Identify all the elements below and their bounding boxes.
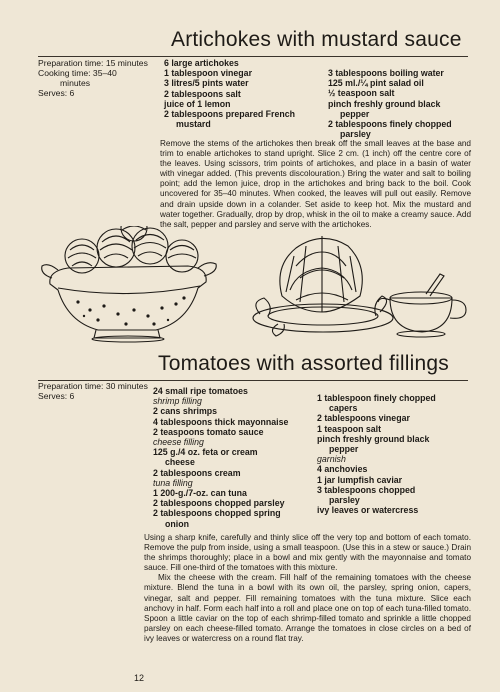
ingredient-line: pinch freshly ground black — [328, 98, 441, 109]
ingredient-line: juice of 1 lemon — [164, 98, 231, 109]
section-heading: shrimp filling — [153, 396, 202, 407]
section-heading: garnish — [317, 454, 346, 465]
ingredient-line: 2 tablespoons vinegar — [317, 413, 410, 424]
ingredient-line: 2 tablespoons finely chopped — [328, 119, 452, 130]
recipe-title-tomatoes: Tomatoes with assorted fillings — [158, 352, 449, 375]
ingredient-line: 2 tablespoons cream — [153, 467, 241, 478]
ingredient-line: 2 tablespoons chopped parsley — [153, 498, 285, 509]
method-text — [160, 139, 471, 230]
ingredient-line: parsley — [340, 129, 371, 140]
serves: Serves: 6 — [38, 391, 75, 401]
cook-time: Cooking time: 35–40 — [38, 68, 117, 78]
ingredient-line: 125 ml./¼ pint salad oil — [328, 78, 424, 89]
method-text — [144, 533, 471, 644]
ingredients-col-2 — [317, 393, 436, 515]
ingredient-line: 3 litres/5 pints water — [164, 78, 249, 89]
prep-time: Preparation time: 15 minutes — [38, 58, 148, 68]
ingredient-line: pepper — [340, 108, 370, 119]
ingredient-line: cheese — [165, 457, 195, 468]
ingredient-line: 1 tablespoon vinegar — [164, 68, 252, 79]
section-heading: tuna filling — [153, 477, 193, 488]
artichoke-icon — [280, 236, 362, 312]
ingredient-line: pepper — [329, 444, 359, 455]
ingredient-line: capers — [329, 403, 358, 414]
ingredients-col-1 — [153, 386, 288, 529]
artichoke-illustration — [38, 226, 468, 356]
ingredient-line: 4 tablespoons thick mayonnaise — [153, 416, 289, 427]
ingredient-line: 1 200-g./7-oz. can tuna — [153, 488, 247, 499]
ingredient-line: 3 tablespoons boiling water — [328, 68, 444, 78]
ingredient-line: pinch freshly ground black — [317, 433, 430, 444]
method-paragraph-1: Using a sharp knife, carefully and thinly slice off the very top and bottom of each tomato. Remove the pulp from inside, using a small teaspoon. (Use this in a stew or sauce.) Drain the shrimps thoroughly; place in a bowl and mix gently with the mayonnaise and tomato sauce. Fill one-third of the tomatoes with this mixture. — [144, 533, 471, 573]
prep-time: Preparation time: 30 minutes — [38, 381, 148, 391]
ingredient-line: parsley — [329, 495, 360, 506]
page-number: 12 — [134, 673, 145, 683]
ingredient-line: 2 tablespoons chopped spring — [153, 508, 281, 519]
ingredient-line: 125 g./4 oz. feta or cream — [153, 447, 258, 458]
section-heading: cheese filling — [153, 437, 204, 448]
method-paragraph: Remove the stems of the artichokes then break off the small leaves at the base and trim to enable artichokes to stand upright. Slice 2 cm. (1 inch) off the centre core of the leaves. Using scissors, trim points of artichokes, and place in a basin of water with vinegar added. (This prevents discolouration.) Bring the water and salt to boiling point; add the lemon juice, drop in the artichokes and bring back to the boil. Cook uncovered for 35–40 minutes. When cooked, the leaves will pull out easily. Remove and drain upside down in a colander. Set aside to keep hot. Mix the mustard and water together. Gradually, drop by drop, whisk in the oil to make a creamy sauce. Add the salt, pepper and parsley and serve with the artichokes. — [160, 139, 471, 229]
ingredient-line: 6 large artichokes — [164, 58, 239, 68]
ingredient-line: 3 tablespoons chopped — [317, 484, 416, 495]
method-paragraph-2: Mix the cheese with the cream. Fill half of the remaining tomatoes with the cheese mixture. Blend the tuna in a bowl with its own oil, the parsley, spring onion, capers, vinegar, salt and pepper. Fill remaining tomatoes with the tuna mixture. Slice each anchovy in half. Form each half into a roll and place one on top of each tuna-filled tomato. Spoon a little caviar on the top of each shrimp-filled tomato and sprinkle a little chopped parsley on each cheese-filled tomato. Arrange the tomatoes in close circles on a bed of ivy leaves or watercress on a round flat tray. — [144, 573, 471, 643]
ingredient-line: 1 jar lumpfish caviar — [317, 474, 403, 485]
recipe1-meta — [38, 58, 163, 98]
title-rule — [38, 56, 468, 57]
ingredient-line: 2 tablespoons salt — [164, 88, 241, 99]
serves: Serves: 6 — [38, 88, 75, 98]
ingredient-line: 2 tablespoons prepared French — [164, 109, 296, 120]
ingredient-line: 24 small ripe tomatoes — [153, 386, 248, 396]
ingredient-line: ivy leaves or watercress — [317, 505, 419, 516]
ingredient-line: 1 teaspoon salt — [317, 423, 382, 434]
ingredient-line: mustard — [176, 119, 211, 130]
recipe-title-artichokes: Artichokes with mustard sauce — [171, 28, 462, 51]
ingredient-line: 2 teaspoons tomato sauce — [153, 426, 264, 437]
ingredient-line: 4 anchovies — [317, 464, 368, 475]
ingredient-line: 2 cans shrimps — [153, 406, 218, 417]
ingredient-line: onion — [165, 518, 189, 529]
ingredients-col-1 — [164, 58, 295, 129]
ingredient-line: ½ teaspoon salt — [328, 88, 395, 99]
cook-time-unit: minutes — [60, 78, 91, 88]
ingredient-line: 1 tablespoon finely chopped — [317, 393, 436, 403]
recipe2-meta — [38, 381, 153, 401]
ingredients-col-2 — [328, 68, 452, 139]
sauce-boat-icon — [378, 274, 466, 337]
